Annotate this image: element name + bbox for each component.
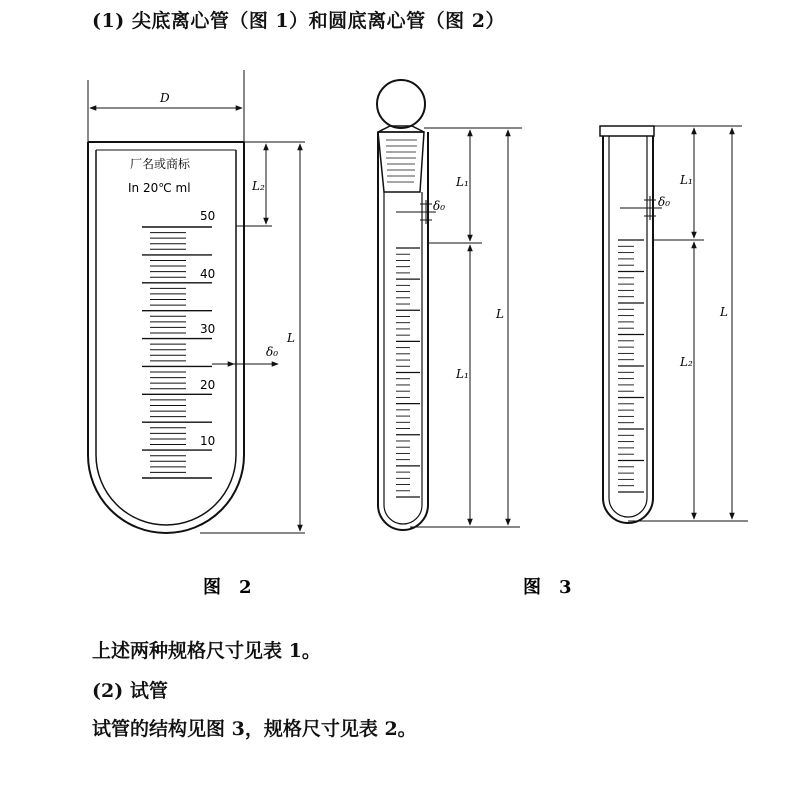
- fig3b-dimension-delta-label: δ₀: [658, 195, 671, 209]
- fig3b-dimension-L-label: L: [720, 305, 728, 319]
- tube-body-outer: [603, 136, 653, 523]
- figure-3-caption: 图 3: [523, 577, 572, 598]
- fig3b-dimension-L1-label: L₁: [680, 173, 693, 187]
- paragraph-3: 试管的结构见图 3，规格尺寸见表 2。: [92, 718, 417, 740]
- dimension-delta-label: δ₀: [266, 345, 279, 359]
- dimension-L2-label: L₂: [252, 179, 265, 193]
- figure-3-stoppered-tube: [377, 80, 522, 530]
- tube-inner-wall: [96, 150, 236, 525]
- figure-2-caption: 图 2: [203, 577, 252, 598]
- stopper-ball: [377, 80, 425, 128]
- paragraph-1: 上述两种规格尺寸见表 1。: [92, 640, 321, 662]
- graduation-scale-open: [618, 240, 644, 492]
- tube-manufacturer-label: 厂名或商标: [130, 157, 191, 171]
- fig3a-dimension-delta-label: δ₀: [433, 199, 446, 213]
- tube-outer-wall: [88, 142, 244, 533]
- scale-number-10: 10: [200, 434, 216, 448]
- figure-2-round-bottom-tube: [88, 70, 305, 533]
- figure-3-open-tube: [600, 126, 748, 523]
- section-heading: (1) 尖底离心管（图 1）和圆底离心管（图 2）: [92, 10, 505, 32]
- dimension-L-label: L: [287, 331, 295, 345]
- scale-number-20: 20: [200, 378, 216, 392]
- dimension-D-label: D: [160, 91, 170, 105]
- fig3a-dimension-L-label: L: [496, 307, 504, 321]
- graduation-scale-stoppered: [396, 248, 420, 497]
- scale-number-30: 30: [200, 322, 216, 336]
- ground-glass-joint: [378, 132, 424, 192]
- fig3a-dimension-L1-top-label: L₁: [456, 175, 469, 189]
- tube-rim: [600, 126, 654, 136]
- scale-number-50: 50: [200, 209, 216, 223]
- fig3b-dimension-L2-label: L₂: [680, 355, 693, 369]
- tube-unit-label: In 20℃ ml: [128, 181, 191, 195]
- tube-body-inner: [384, 192, 422, 524]
- fig3a-dimension-L1-bottom-label: L₁: [456, 367, 469, 381]
- scale-number-40: 40: [200, 267, 216, 281]
- paragraph-2: (2) 试管: [92, 680, 168, 702]
- scale-numbers: [200, 209, 215, 448]
